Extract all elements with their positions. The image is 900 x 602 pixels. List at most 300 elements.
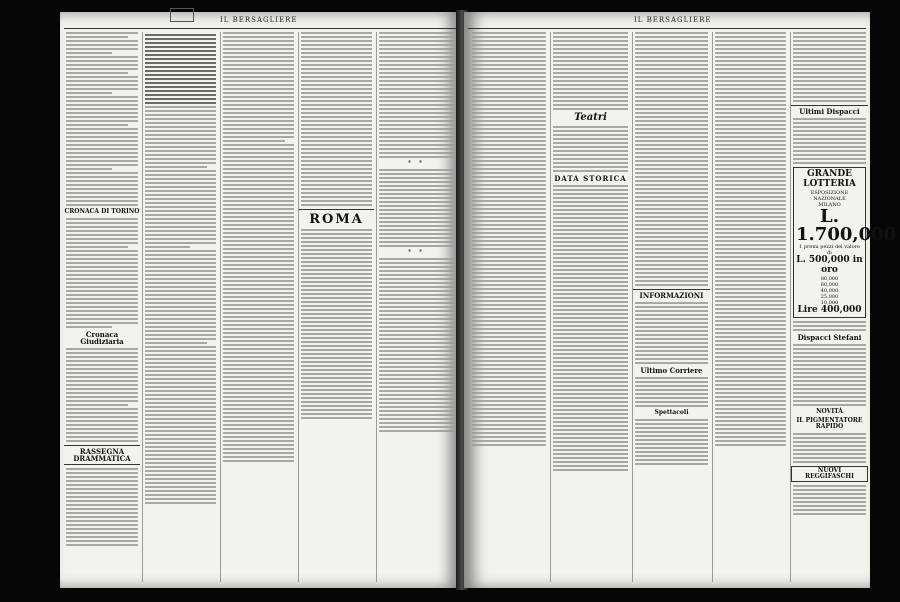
text-line <box>715 292 786 294</box>
text-line <box>66 172 138 174</box>
text-line <box>223 164 294 166</box>
text-line <box>66 424 138 426</box>
lottery-advertisement <box>793 167 897 318</box>
text-line <box>553 221 628 223</box>
text-line <box>553 100 628 102</box>
text-line <box>223 364 294 366</box>
text-line <box>145 374 216 376</box>
text-line <box>145 138 216 140</box>
text-line <box>472 168 546 170</box>
text-line <box>223 440 294 442</box>
text-line <box>145 322 216 324</box>
text-line <box>301 389 372 391</box>
text-line <box>553 365 628 367</box>
text-line <box>472 288 546 290</box>
text-line <box>301 265 372 267</box>
text-line <box>793 142 866 144</box>
text-line <box>793 64 866 66</box>
text-line <box>635 52 708 54</box>
text-line <box>635 212 708 214</box>
text-line <box>715 92 786 94</box>
text-line <box>553 76 628 78</box>
text-line <box>472 284 546 286</box>
text-line <box>66 468 138 470</box>
text-line <box>301 309 372 311</box>
text-line <box>472 204 546 206</box>
text-line <box>223 192 294 194</box>
text-line <box>553 64 628 66</box>
ultimi-dispacci-heading: Ultimi Dispacci <box>791 105 868 115</box>
text-line <box>472 112 546 114</box>
text-line <box>223 416 294 418</box>
text-line <box>472 260 546 262</box>
text-line <box>301 140 372 142</box>
text-line <box>715 32 786 34</box>
text-line <box>472 280 546 282</box>
text-line <box>635 80 708 82</box>
text-line <box>301 293 372 295</box>
text-line <box>553 146 628 148</box>
right-column-1 <box>470 32 548 582</box>
text-line <box>715 152 786 154</box>
text-line <box>793 36 866 38</box>
text-line <box>223 32 294 34</box>
text-line <box>635 260 708 262</box>
text-line <box>553 465 628 467</box>
text-line <box>145 290 216 292</box>
text-line <box>66 242 138 244</box>
text-line <box>635 389 708 391</box>
text-line <box>793 72 866 74</box>
text-line <box>223 232 294 234</box>
text-line <box>301 253 372 255</box>
text-line <box>145 498 216 500</box>
text-line <box>472 72 546 74</box>
text-line <box>472 164 546 166</box>
text-line <box>66 84 138 86</box>
text-line <box>635 240 708 242</box>
text-line <box>472 300 546 302</box>
text-line <box>66 258 138 260</box>
text-line <box>472 444 546 446</box>
text-line <box>145 154 216 156</box>
text-line <box>635 112 708 114</box>
text-line <box>635 318 708 320</box>
text-line <box>379 84 454 86</box>
text-line <box>379 386 454 388</box>
text-line <box>379 48 454 50</box>
text-line <box>793 162 866 164</box>
text-line <box>472 208 546 210</box>
text-line <box>553 205 628 207</box>
text-line <box>715 344 786 346</box>
text-line <box>715 128 786 130</box>
text-line <box>223 112 294 114</box>
dispacci-stefani-heading: Dispacci Stefani <box>797 333 862 343</box>
text-line <box>145 286 216 288</box>
text-line <box>715 248 786 250</box>
text-line <box>379 302 454 304</box>
text-line <box>301 269 372 271</box>
text-line <box>223 296 294 298</box>
text-line <box>379 286 454 288</box>
text-line <box>66 310 138 312</box>
text-line <box>301 60 372 62</box>
text-line <box>472 252 546 254</box>
text-line <box>223 120 294 122</box>
text-line <box>379 92 454 94</box>
text-line <box>145 158 216 160</box>
text-line <box>145 482 216 484</box>
text-line <box>715 284 786 286</box>
text-line <box>145 430 216 432</box>
text-line <box>66 124 128 126</box>
text-line <box>66 246 128 248</box>
text-line <box>301 301 372 303</box>
text-line <box>715 224 786 226</box>
text-line <box>379 100 454 102</box>
text-line <box>223 348 294 350</box>
text-line <box>66 72 128 74</box>
novita-heading: NOVITÀ <box>816 408 843 416</box>
text-line <box>301 397 372 399</box>
text-line <box>223 76 294 78</box>
text-line <box>635 44 708 46</box>
text-line <box>553 413 628 415</box>
text-line <box>145 386 216 388</box>
text-line <box>472 236 546 238</box>
text-line <box>379 390 454 392</box>
text-line <box>223 240 294 242</box>
text-line <box>472 440 546 442</box>
text-line <box>472 348 546 350</box>
text-line <box>715 352 786 354</box>
text-line <box>66 200 138 202</box>
text-line <box>553 389 628 391</box>
text-line <box>66 388 138 390</box>
text-line <box>715 428 786 430</box>
text-line <box>472 304 546 306</box>
left-header-rule <box>64 28 456 29</box>
text-line <box>793 400 866 402</box>
text-line <box>553 305 628 307</box>
text-line <box>472 276 546 278</box>
text-line <box>223 196 294 198</box>
text-line <box>301 172 372 174</box>
text-line <box>553 245 628 247</box>
text-line <box>635 439 708 441</box>
text-line <box>66 136 138 138</box>
text-line <box>223 280 294 282</box>
text-line <box>553 285 628 287</box>
text-line <box>66 290 138 292</box>
text-line <box>472 116 546 118</box>
text-line <box>379 370 454 372</box>
text-line <box>793 384 866 386</box>
text-line <box>379 173 454 175</box>
lottery-prize-intro: 1 premi pezzi del valore di <box>799 243 860 256</box>
text-line <box>301 325 372 327</box>
text-line <box>66 348 138 350</box>
text-line <box>223 124 294 126</box>
text-line <box>472 192 546 194</box>
text-line <box>301 108 372 110</box>
text-line <box>472 292 546 294</box>
text-line <box>472 224 546 226</box>
text-line <box>635 220 708 222</box>
text-line <box>793 497 866 499</box>
text-line <box>145 298 216 300</box>
text-line <box>635 56 708 58</box>
text-line <box>223 452 294 454</box>
text-line <box>145 206 216 208</box>
text-line <box>635 144 708 146</box>
text-line <box>635 184 708 186</box>
text-line <box>472 408 546 410</box>
text-line <box>301 381 372 383</box>
text-line <box>223 88 294 90</box>
text-line <box>715 256 786 258</box>
text-line <box>223 372 294 374</box>
text-line <box>223 216 294 218</box>
text-line <box>379 156 454 158</box>
text-line <box>635 140 708 142</box>
text-line <box>793 32 866 34</box>
text-line <box>635 108 708 110</box>
text-line <box>553 409 628 411</box>
text-line <box>553 301 628 303</box>
text-line <box>472 108 546 110</box>
text-line <box>301 373 372 375</box>
text-line <box>553 142 628 144</box>
text-line <box>379 116 454 118</box>
text-line <box>553 32 628 34</box>
text-line <box>793 388 866 390</box>
text-line <box>66 140 138 142</box>
text-line <box>379 197 454 199</box>
text-line <box>553 92 628 94</box>
text-line <box>715 392 786 394</box>
text-line <box>223 80 294 82</box>
text-line <box>301 313 372 315</box>
text-line <box>145 270 216 272</box>
text-line <box>553 40 628 42</box>
text-line <box>715 172 786 174</box>
text-line <box>301 44 372 46</box>
text-line <box>715 160 786 162</box>
text-line <box>379 378 454 380</box>
text-line <box>66 222 138 224</box>
text-line <box>635 350 708 352</box>
text-line <box>223 276 294 278</box>
text-line <box>379 193 454 195</box>
text-line <box>145 246 190 248</box>
text-line <box>223 56 294 58</box>
text-line <box>793 48 866 50</box>
text-line <box>635 196 708 198</box>
text-line <box>715 436 786 438</box>
text-line <box>635 204 708 206</box>
text-line <box>635 459 708 461</box>
text-line <box>715 140 786 142</box>
text-line <box>379 394 454 396</box>
text-line <box>145 346 216 348</box>
text-line <box>472 232 546 234</box>
text-line <box>553 441 628 443</box>
text-line <box>793 376 866 378</box>
text-line <box>301 341 372 343</box>
text-line <box>66 52 112 54</box>
text-line <box>145 258 216 260</box>
text-line <box>553 445 628 447</box>
text-line <box>715 348 786 350</box>
text-line <box>223 292 294 294</box>
text-line <box>715 312 786 314</box>
text-line <box>301 249 372 251</box>
text-line <box>793 433 866 435</box>
text-line <box>715 444 786 446</box>
text-line <box>145 390 216 392</box>
text-line <box>66 384 138 386</box>
text-line <box>715 280 786 282</box>
text-line <box>223 48 294 50</box>
text-line <box>553 321 628 323</box>
text-line <box>472 388 546 390</box>
text-line <box>66 104 138 106</box>
text-line <box>145 378 216 380</box>
text-line <box>301 176 372 178</box>
text-line <box>793 404 866 406</box>
right-column-2 <box>550 32 630 582</box>
text-line <box>472 68 546 70</box>
text-line <box>145 242 216 244</box>
text-line <box>553 193 628 195</box>
text-line <box>553 88 628 90</box>
text-line <box>379 374 454 376</box>
text-line <box>223 268 294 270</box>
text-line <box>715 264 786 266</box>
text-line <box>472 176 546 178</box>
text-line <box>635 200 708 202</box>
text-line <box>635 124 708 126</box>
text-line <box>472 160 546 162</box>
text-line <box>66 496 138 498</box>
text-line <box>66 488 138 490</box>
text-line <box>379 326 454 328</box>
text-line <box>715 124 786 126</box>
text-line <box>793 134 866 136</box>
text-line <box>223 44 294 46</box>
text-line <box>379 56 454 58</box>
text-line <box>379 322 454 324</box>
text-line <box>66 32 138 34</box>
text-line <box>553 325 628 327</box>
text-line <box>66 432 138 434</box>
text-line <box>715 220 786 222</box>
text-line <box>793 344 866 346</box>
text-line <box>379 124 454 126</box>
text-line <box>301 285 372 287</box>
text-line <box>379 209 454 211</box>
text-line <box>793 138 866 140</box>
text-line <box>223 212 294 214</box>
text-line <box>553 104 628 106</box>
text-line <box>301 401 372 403</box>
text-line <box>635 463 708 465</box>
text-line <box>66 302 138 304</box>
text-line <box>379 426 454 428</box>
text-line <box>301 56 372 58</box>
ultimo-corriere-heading: Ultimo Corriere <box>640 366 703 375</box>
text-line <box>715 80 786 82</box>
text-line <box>66 160 138 162</box>
text-line <box>379 104 454 106</box>
text-line <box>635 228 708 230</box>
text-line <box>553 84 628 86</box>
text-line <box>145 422 216 424</box>
text-line <box>635 36 708 38</box>
text-line <box>553 273 628 275</box>
text-line <box>301 152 372 154</box>
text-line <box>223 152 294 154</box>
text-line <box>472 312 546 314</box>
text-line <box>635 116 708 118</box>
text-line <box>145 462 216 464</box>
text-line <box>223 36 294 38</box>
text-line <box>472 380 546 382</box>
text-line <box>553 233 628 235</box>
data-storica-heading: DATA STORICA <box>554 174 627 183</box>
text-line <box>715 232 786 234</box>
text-line <box>379 120 454 122</box>
text-line <box>379 152 454 154</box>
text-line <box>472 316 546 318</box>
text-line <box>66 282 138 284</box>
text-line <box>472 352 546 354</box>
text-line <box>472 120 546 122</box>
text-line <box>145 398 216 400</box>
text-line <box>472 420 546 422</box>
text-line <box>379 40 454 42</box>
text-line <box>715 40 786 42</box>
text-line <box>553 433 628 435</box>
text-line <box>145 350 216 352</box>
text-line <box>553 469 628 471</box>
text-line <box>553 353 628 355</box>
text-line <box>145 166 207 168</box>
text-line <box>472 340 546 342</box>
text-line <box>301 92 372 94</box>
text-line <box>553 349 628 351</box>
text-line <box>223 204 294 206</box>
text-line <box>379 213 454 215</box>
text-line <box>66 484 138 486</box>
text-line <box>301 48 372 50</box>
text-line <box>223 448 294 450</box>
text-line <box>223 144 294 146</box>
text-line <box>635 120 708 122</box>
text-line <box>66 188 138 190</box>
text-line <box>635 451 708 453</box>
text-line <box>553 461 628 463</box>
text-line <box>223 92 294 94</box>
text-line <box>145 438 216 440</box>
text-line <box>223 208 294 210</box>
text-line <box>145 490 216 492</box>
text-line <box>715 404 786 406</box>
text-line <box>715 340 786 342</box>
text-line <box>379 418 454 420</box>
